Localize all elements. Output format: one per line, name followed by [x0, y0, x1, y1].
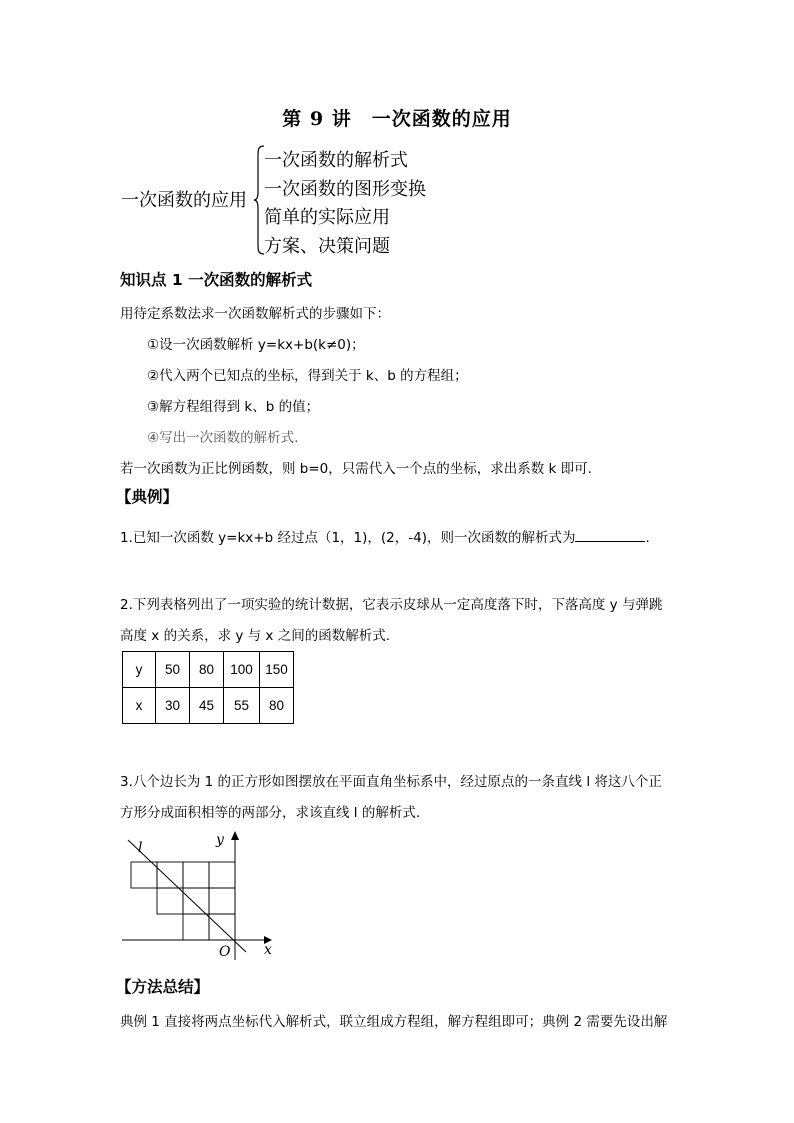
- question-1-text: 1.已知一次函数 y=kx+b 经过点（1，1)，(2，-4)，则一次函数的解析式为: [120, 530, 576, 546]
- table-row: [123, 652, 294, 688]
- table-cell: 100: [224, 652, 260, 688]
- method-text: 典例 1 直接将两点坐标代入解析式，联立组成方程组，解方程组即可；典例 2 需要先设出解: [120, 1014, 668, 1030]
- data-table: [122, 651, 294, 724]
- line-l: [128, 840, 246, 952]
- question-1: [120, 526, 650, 546]
- table-cell: 80: [190, 652, 224, 688]
- outline-item: 一次函数的解析式: [264, 150, 408, 171]
- table-cell: x: [123, 688, 156, 724]
- examples-heading: 【典例】: [116, 488, 179, 506]
- intro-text: 用待定系数法求一次函数解析式的步骤如下：: [120, 306, 390, 322]
- outline-root: 一次函数的应用: [121, 190, 247, 211]
- step-item: ③解方程组得到 k、b 的值；: [147, 399, 320, 415]
- question-3-line-2: 方形分成面积相等的两部分，求该直线 l 的解析式.: [120, 805, 421, 821]
- step-item: ②代入两个已知点的坐标，得到关于 k、b 的方程组；: [147, 368, 468, 384]
- section-heading: 知识点 1 一次函数的解析式: [120, 271, 313, 289]
- y-axis-arrow-icon: [231, 831, 239, 840]
- table-cell: y: [123, 652, 156, 688]
- table-row: [123, 688, 294, 724]
- x-axis-label: x: [264, 942, 272, 958]
- outline-item: 简单的实际应用: [264, 207, 390, 228]
- line-l-label: l: [138, 840, 143, 856]
- step-item: ①设一次函数解析 y=kx+b(k≠0)；: [147, 337, 365, 353]
- table-cell: 45: [190, 688, 224, 724]
- table-cell: 50: [156, 652, 190, 688]
- question-1-end: .: [645, 530, 650, 546]
- origin-label: O: [219, 944, 231, 960]
- table-cell: 150: [260, 652, 294, 688]
- method-heading: 【方法总结】: [116, 978, 210, 996]
- table-cell: 55: [224, 688, 260, 724]
- step-item: ④写出一次函数的解析式.: [147, 430, 299, 446]
- question-2-line-2: 高度 x 的关系，求 y 与 x 之间的函数解析式.: [120, 628, 391, 644]
- outline-item: 方案、决策问题: [264, 236, 390, 257]
- outline-item: 一次函数的图形变换: [264, 179, 426, 200]
- squares-figure: [118, 828, 278, 963]
- unit-squares: [131, 862, 235, 940]
- y-axis-label: y: [216, 832, 224, 848]
- page-title: 第 9 讲 一次函数的应用: [282, 108, 512, 130]
- table-cell: 80: [260, 688, 294, 724]
- answer-blank[interactable]: [575, 527, 645, 542]
- table-cell: 30: [156, 688, 190, 724]
- note-text: 若一次函数为正比例函数，则 b=0，只需代入一个点的坐标，求出系数 k 即可.: [120, 461, 592, 477]
- question-3-line-1: 3.八个边长为 1 的正方形如图摆放在平面直角坐标系中，经过原点的一条直线 l 将这八个正: [120, 774, 662, 790]
- question-2-line-1: 2.下列表格列出了一项实验的统计数据，它表示皮球从一定高度落下时，下落高度 y 与弹跳: [120, 597, 663, 613]
